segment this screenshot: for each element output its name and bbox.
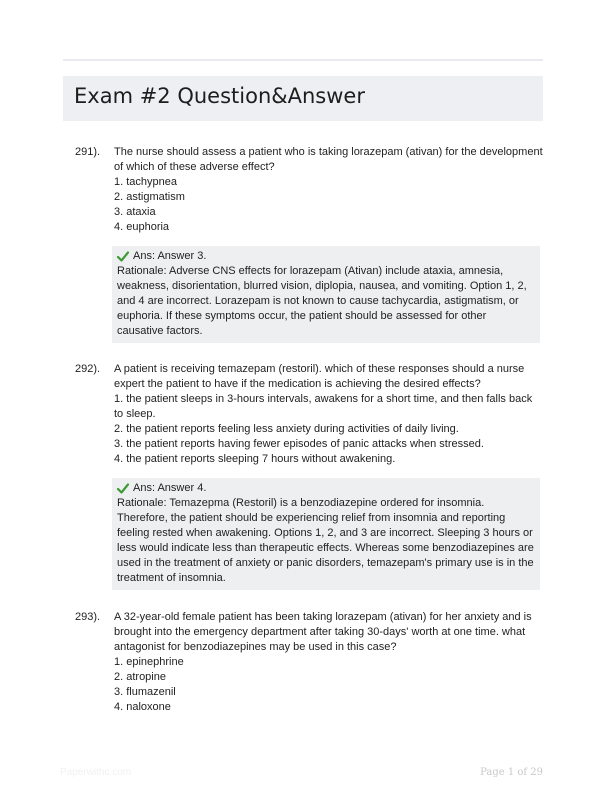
- question-text: A patient is receiving temazepam (restoril). which of these responses should a nurse expert the patient to have if the medication is achieving the desired effects?: [114, 363, 525, 390]
- option-item: 4. euphoria: [114, 221, 170, 233]
- option-item: 3. ataxia: [114, 206, 156, 218]
- option-list: [114, 655, 544, 715]
- question-body: [114, 610, 544, 715]
- question-body: [114, 362, 544, 590]
- check-icon: [117, 483, 129, 494]
- option-item: 3. the patient reports having fewer episodes of panic attacks when stressed.: [114, 438, 484, 450]
- page-title: Exam #2 Question&Answer: [74, 84, 365, 108]
- option-item: 4. the patient reports sleeping 7 hours without awakening.: [114, 453, 396, 465]
- top-divider: [63, 59, 543, 61]
- option-item: 3. flumazenil: [114, 686, 176, 698]
- footer-site: Paperwithc.com: [60, 767, 132, 778]
- check-icon: [117, 251, 129, 262]
- answer-label: Ans: Answer 3.: [133, 250, 207, 262]
- option-item: 1. epinephrine: [114, 656, 184, 668]
- option-list: [114, 392, 544, 467]
- option-item: 2. atropine: [114, 671, 166, 683]
- question-number: 291).: [75, 146, 101, 158]
- title-banner: [63, 76, 543, 121]
- answer-line: [117, 249, 535, 264]
- question-number: 293).: [75, 611, 101, 623]
- option-item: 4. naloxone: [114, 701, 171, 713]
- footer-page-number: Page 1 of 29: [480, 767, 543, 778]
- question-text: The nurse should assess a patient who is taking lorazepam (ativan) for the development of which of these adverse effect?: [114, 146, 543, 173]
- answer-box: [112, 478, 540, 590]
- question-text: A 32-year-old female patient has been taking lorazepam (ativan) for her anxiety and is brought into the emergency department after taking 30-days' worth at one time. what antagonist for benzodiazepines may be used in this case?: [114, 611, 532, 653]
- option-item: 1. the patient sleeps in 3-hours intervals, awakens for a short time, and then falls back to sleep.: [114, 393, 533, 420]
- answer-line: [117, 481, 535, 496]
- rationale-text: Rationale: Adverse CNS effects for lorazepam (Ativan) include ataxia, amnesia, weakness, disorientation, blurred vision, diplopia, nausea, and vomiting. Option 1, 2, and 4 are incorrect. Lorazepam is not known to cause tachycardia, astigmatism, or euphoria. If these symptoms occur, the patient should be assessed for other causative factors.: [117, 265, 527, 337]
- rationale-text: Rationale: Temazepma (Restoril) is a benzodiazepine ordered for insomnia. Therefore, the patient should be experiencing relief from insomnia and reporting feeling rested when awakening. Options 1, 2, and 3 are incorrect. Sleeping 3 hours or less would indicate less than therapeutic effects. Whereas some benzodiazepines are used in the treatment of anxiety or panic disorders, temazepam's primary use is in the treatment of insomnia.: [117, 497, 534, 584]
- option-item: 1. tachypnea: [114, 176, 177, 188]
- question-body: [114, 145, 544, 343]
- answer-label: Ans: Answer 4.: [133, 482, 207, 494]
- answer-box: [112, 246, 540, 343]
- option-item: 2. the patient reports feeling less anxiety during activities of daily living.: [114, 423, 459, 435]
- question-number: 292).: [75, 363, 101, 375]
- option-list: [114, 175, 544, 235]
- option-item: 2. astigmatism: [114, 191, 185, 203]
